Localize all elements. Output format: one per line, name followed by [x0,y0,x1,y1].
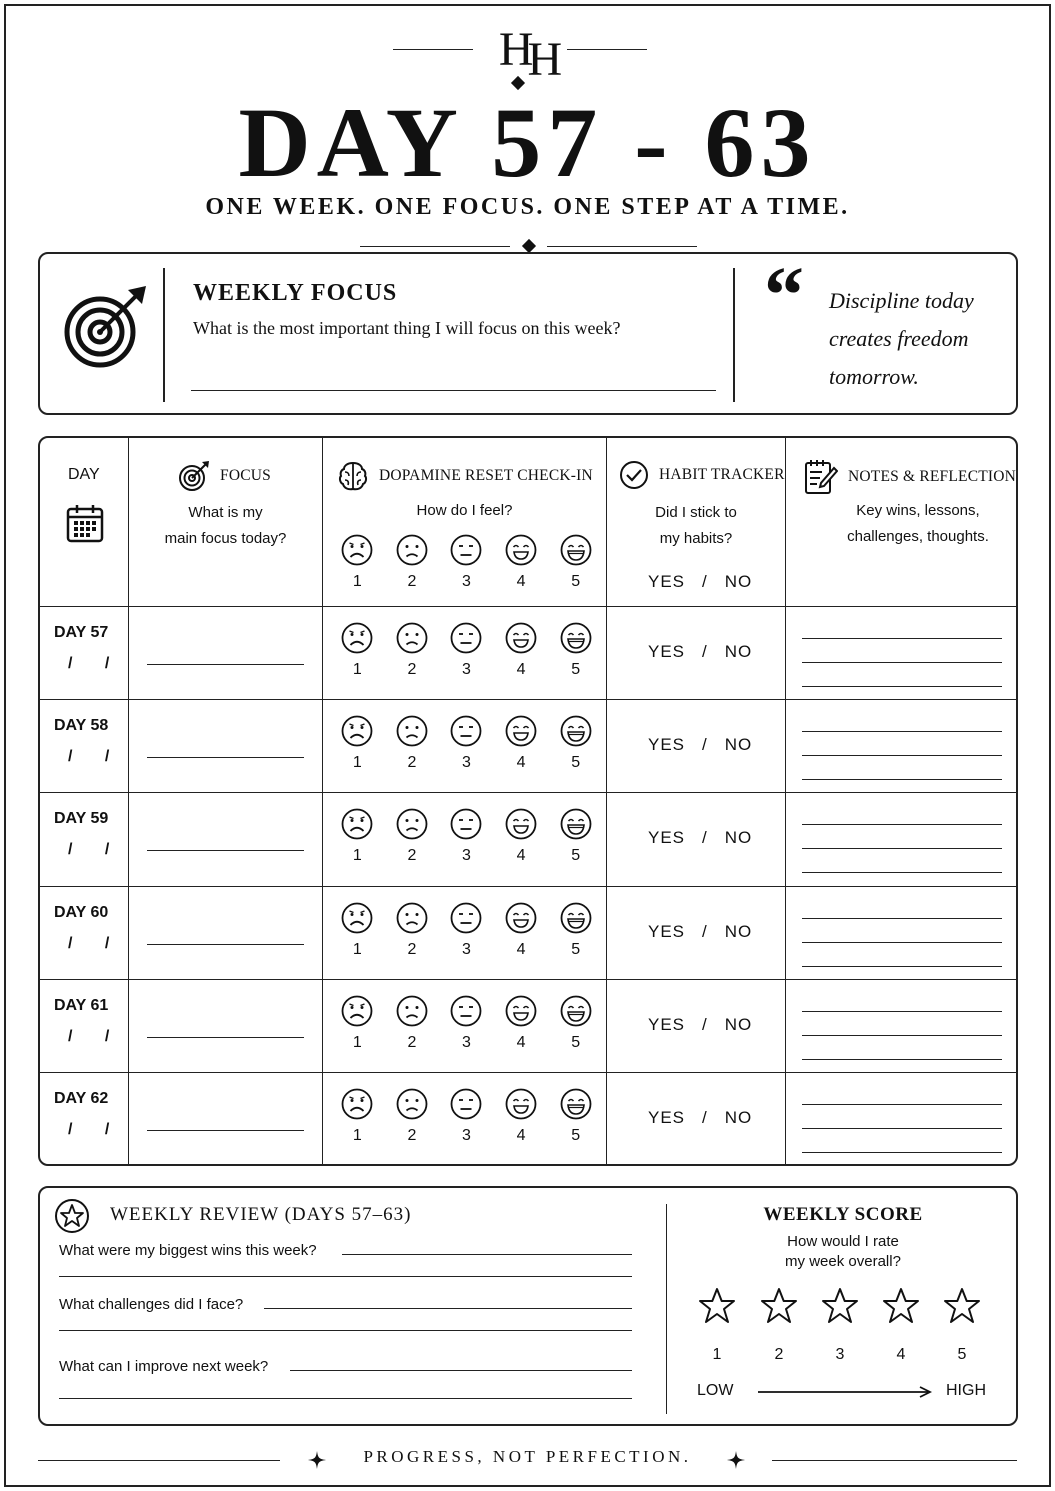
mood-option-5[interactable] [548,622,603,680]
habit-no-option[interactable]: NO [724,735,753,755]
star-circle-icon [54,1198,90,1234]
footer-motto: PROGRESS, NOT PERFECTION. [363,1447,692,1466]
neutral-face-icon [450,715,482,747]
weekly-score-heading: WEEKLY SCORE [763,1204,923,1225]
mood-option-number: 3 [462,1127,471,1144]
mood-option-number: 3 [462,1033,471,1051]
checkin-header-subtitle: How do I feel? [416,502,513,519]
review-answer-line[interactable] [59,1398,632,1399]
mood-option-number: 5 [571,1033,581,1051]
row-notes-line[interactable] [802,638,1002,639]
score-low-label: LOW [697,1382,734,1399]
weekly-score-subtitle [666,1232,1020,1272]
mood-option-number: 4 [516,1033,526,1051]
row-date-field[interactable]: / / [68,841,124,859]
score-star-icon[interactable] [759,1286,799,1326]
quote-icon: “ [764,252,804,340]
score-star-number: 3 [835,1346,845,1363]
mood-option-number: 2 [407,1033,417,1051]
review-answer-line[interactable] [290,1370,632,1371]
row-notes-line[interactable] [802,1059,1002,1060]
habit-yes-no [648,642,752,662]
mood-option-1[interactable] [330,902,385,960]
row-notes-line[interactable] [802,755,1002,756]
mood-option-5[interactable] [548,715,603,773]
neutral-face-icon [450,902,482,934]
mood-option-1[interactable] [330,808,385,866]
mood-option-3[interactable] [439,902,494,960]
mood-option-number: 3 [462,754,471,772]
row-divider [40,1072,1016,1073]
quote-text [829,282,1009,396]
habit-separator: / [702,642,708,661]
mood-option-5[interactable] [548,534,603,592]
mood-rating-scale [330,808,603,866]
sad-face-icon [396,902,428,934]
habit-no-option[interactable]: NO [724,921,753,941]
mood-option-number: 2 [407,754,417,772]
mood-option-3[interactable] [439,995,494,1053]
very-happy-face-icon [560,715,592,747]
neutral-face-icon [450,534,482,566]
habit-separator: / [702,828,708,848]
habit-yes-option[interactable]: YES [648,921,686,941]
mood-option-number: 2 [407,847,417,865]
arrow-right-icon [758,1384,934,1400]
mood-option-5[interactable] [548,1088,603,1146]
score-sub-line: How would I rate [787,1233,899,1250]
mood-option-number: 2 [407,940,417,958]
mood-option-3[interactable] [439,622,494,680]
mood-option-number: 4 [516,847,526,865]
focus-divider-left [163,268,165,402]
habit-header-subtitle [607,500,785,552]
mood-option-number: 4 [516,754,526,772]
happy-face-icon [505,622,537,654]
focus-header-title [178,460,271,492]
row-focus-answer-line[interactable] [147,1037,304,1038]
score-sub-line: my week overall? [785,1253,901,1270]
weekly-focus-section [38,252,1018,415]
quote-line: Discipline today [829,288,974,313]
check-circle-icon [619,460,649,490]
mood-option-2[interactable] [385,902,440,960]
habit-yes-no [648,735,752,755]
row-notes-line[interactable] [802,872,1002,873]
mood-option-number: 1 [352,940,362,958]
mood-option-2[interactable] [385,534,440,592]
mood-option-number: 2 [407,573,417,590]
mood-option-1[interactable] [330,534,385,592]
happy-face-icon [505,534,537,566]
score-star-icon[interactable] [697,1286,737,1326]
review-question-improve: What can I improve next week? [59,1358,269,1375]
row-day-label: DAY 59 [54,810,109,828]
weekly-review-section [38,1186,1018,1426]
score-star-number: 4 [896,1346,906,1363]
habit-separator: / [702,921,708,941]
happy-face-icon [505,995,537,1027]
row-focus-answer-line[interactable] [147,757,304,758]
mood-rating-scale [330,995,603,1053]
subtitle-divider-right [547,246,697,247]
weekly-focus-answer-line[interactable] [191,390,716,391]
row-focus-answer-line[interactable] [147,850,304,851]
mood-option-5[interactable] [548,902,603,960]
habit-separator: / [702,1108,708,1127]
notes-header-subtitle [784,498,1018,550]
target-icon [178,460,210,492]
row-notes-line[interactable] [802,686,1002,687]
happy-face-icon [505,1088,537,1120]
row-notes-line[interactable] [802,1128,1002,1129]
habit-yes-no [648,1108,752,1128]
daily-tracker-table [38,436,1018,1166]
habit-yes-option[interactable]: YES [648,735,686,755]
very-happy-face-icon [560,902,592,934]
mood-option-number: 5 [571,940,581,958]
mood-option-number: 5 [571,847,581,865]
mood-option-2[interactable] [385,715,440,773]
row-focus-answer-line[interactable] [147,1130,304,1131]
mood-option-number: 2 [407,661,417,678]
row-divider [40,792,1016,793]
mood-option-number: 4 [516,940,526,958]
row-notes-line[interactable] [802,1035,1002,1036]
habit-yes-option[interactable]: YES [648,642,686,661]
neutral-face-icon [450,808,482,840]
focus-divider-right [733,268,735,402]
notes-header-label: NOTES & REFLECTION [848,468,1017,485]
very-sad-face-icon [341,995,373,1027]
row-focus-answer-line[interactable] [147,944,304,945]
notes-column-header [786,438,1018,606]
subtitle-divider-left [360,246,510,247]
sad-face-icon [396,715,428,747]
mood-option-number: 1 [352,847,362,865]
mood-option-number: 3 [462,573,471,590]
mood-rating-scale [330,622,603,680]
mood-option-number: 4 [516,1127,526,1144]
habit-yes-no [648,1015,752,1035]
brand-logo [0,22,1055,92]
mood-option-2[interactable] [385,995,440,1053]
habit-yes-no [648,828,752,848]
focus-sub-line: main focus today? [164,530,287,547]
very-sad-face-icon [341,622,373,654]
sad-face-icon [396,1088,428,1120]
focus-sub-line: What is my [188,504,263,521]
sparkle-icon [726,1450,746,1470]
mood-option-4[interactable] [494,995,549,1053]
mood-option-4[interactable] [494,1088,549,1146]
calendar-icon [66,504,104,544]
row-notes-line[interactable] [802,662,1002,663]
focus-column-header [129,438,322,606]
happy-face-icon [505,902,537,934]
habit-yes-option[interactable]: YES [648,828,686,848]
very-happy-face-icon [560,534,592,566]
row-notes-line[interactable] [802,1011,1002,1012]
mood-option-number: 4 [516,573,526,590]
row-day-label: DAY 60 [54,903,109,921]
mood-option-1[interactable] [330,1088,385,1146]
page-subtitle: ONE WEEK. ONE FOCUS. ONE STEP AT A TIME. [205,194,850,220]
happy-face-icon [505,808,537,840]
sad-face-icon [396,995,428,1027]
habit-no-option[interactable]: NO [724,828,753,848]
mood-option-4[interactable] [494,534,549,592]
weekly-focus-heading: WEEKLY FOCUS [193,280,398,306]
mood-option-number: 2 [407,1127,417,1144]
quote-line: tomorrow. [829,364,919,389]
neutral-face-icon [450,622,482,654]
mood-option-5[interactable] [548,995,603,1053]
notes-header-title [804,458,1016,496]
very-sad-face-icon [341,534,373,566]
notes-sub-line: Key wins, lessons, [856,502,980,519]
mood-option-3[interactable] [439,715,494,773]
habit-no-option[interactable]: NO [724,642,753,661]
mood-rating-scale [330,534,603,592]
mood-option-number: 1 [352,573,362,590]
page-title: DAY 57 - 63 [238,87,817,198]
mood-option-number: 5 [571,1127,581,1144]
notepad-pen-icon [804,458,838,496]
habit-yes-option[interactable]: YES [648,1108,686,1127]
mood-option-number: 5 [571,661,581,678]
row-notes-line[interactable] [802,848,1002,849]
mood-option-2[interactable] [385,622,440,680]
very-happy-face-icon [560,622,592,654]
review-question-challenges: What challenges did I face? [59,1296,244,1313]
very-happy-face-icon [560,1088,592,1120]
mood-option-2[interactable] [385,1088,440,1146]
weekly-review-heading: WEEKLY REVIEW (DAYS 57–63) [110,1204,412,1225]
habit-separator: / [702,1014,708,1034]
checkin-header-label: DOPAMINE RESET CHECK-IN [379,467,593,484]
row-notes-line[interactable] [802,779,1002,780]
row-divider [40,886,1016,887]
mood-option-4[interactable] [494,808,549,866]
habit-no-option[interactable]: NO [724,1014,753,1034]
row-date-field[interactable]: / / [68,1027,124,1045]
row-notes-line[interactable] [802,731,1002,732]
very-happy-face-icon [560,995,592,1027]
row-notes-line[interactable] [802,824,1002,825]
mood-option-number: 1 [352,1127,362,1144]
mood-option-1[interactable] [330,715,385,773]
mood-option-number: 1 [352,1033,362,1051]
habit-header-title [619,460,785,490]
row-divider [40,979,1016,980]
habit-no-option[interactable]: NO [724,1108,753,1127]
mood-option-5[interactable] [548,808,603,866]
habit-yes-option[interactable]: YES [648,572,686,591]
mood-option-4[interactable] [494,902,549,960]
very-happy-face-icon [560,808,592,840]
habit-separator: / [702,572,708,591]
sad-face-icon [396,808,428,840]
row-notes-line[interactable] [802,966,1002,967]
mood-option-1[interactable] [330,995,385,1053]
logo-divider-right [567,49,647,50]
mood-option-number: 4 [516,661,526,678]
habit-yes-no [648,572,752,592]
row-notes-line[interactable] [802,1104,1002,1105]
quote-line: creates freedom [829,326,969,351]
notes-sub-line: challenges, thoughts. [847,528,989,545]
mood-option-3[interactable] [439,808,494,866]
score-star-icon[interactable] [820,1286,860,1326]
score-star-number: 5 [957,1346,967,1363]
mood-option-4[interactable] [494,622,549,680]
mood-option-number: 5 [571,573,581,590]
row-notes-line[interactable] [802,1152,1002,1153]
row-date-field[interactable]: / / [68,934,124,952]
mood-option-1[interactable] [330,622,385,680]
happy-face-icon [505,715,537,747]
brain-icon [337,460,369,492]
review-answer-line[interactable] [59,1276,632,1277]
row-date-field[interactable]: / / [68,748,124,766]
mood-rating-scale [330,1088,603,1146]
score-star-icon[interactable] [942,1286,982,1326]
mood-option-2[interactable] [385,808,440,866]
habit-sub-line: my habits? [659,530,733,547]
mood-option-number: 1 [352,661,362,678]
mood-option-number: 1 [352,754,362,772]
row-day-label: DAY 57 [54,624,109,641]
row-divider [40,699,1016,700]
score-star-number: 1 [712,1346,722,1363]
habit-sub-line: Did I stick to [655,504,737,521]
score-star-number: 2 [774,1346,784,1363]
review-answer-line[interactable] [59,1330,632,1331]
row-date-field[interactable]: / / [68,1121,124,1138]
weekly-focus-question: What is the most important thing I will focus on this week? [193,318,621,338]
habit-yes-option[interactable]: YES [648,1014,686,1034]
mood-option-3[interactable] [439,534,494,592]
row-day-label: DAY 61 [54,996,109,1014]
row-day-label: DAY 58 [54,717,109,735]
review-answer-line[interactable] [342,1254,632,1255]
score-high-label: HIGH [946,1382,986,1399]
row-day-label: DAY 62 [54,1090,109,1107]
very-sad-face-icon [341,1088,373,1120]
review-question-wins: What were my biggest wins this week? [59,1242,317,1259]
mood-option-number: 3 [462,847,471,865]
mood-option-number: 3 [462,661,471,678]
habit-separator: / [702,735,708,755]
habit-no-option[interactable]: NO [724,572,753,591]
focus-header-label: FOCUS [220,467,271,484]
sad-face-icon [396,534,428,566]
mood-option-3[interactable] [439,1088,494,1146]
neutral-face-icon [450,1088,482,1120]
footer-divider-right [772,1460,1017,1461]
mood-option-4[interactable] [494,715,549,773]
mood-option-number: 5 [571,754,581,772]
review-answer-line[interactable] [264,1308,632,1309]
logo-monogram: HH [498,23,557,86]
checkin-header-title [337,460,593,492]
mood-option-number: 3 [462,940,471,958]
very-sad-face-icon [341,808,373,840]
row-divider [40,606,1016,607]
mood-rating-scale [330,715,603,773]
row-focus-answer-line[interactable] [147,664,304,665]
very-sad-face-icon [341,715,373,747]
very-sad-face-icon [341,902,373,934]
habit-yes-no [648,922,752,942]
day-column-header: DAY [68,466,100,483]
row-date-field[interactable]: / / [68,655,124,672]
row-notes-line[interactable] [802,942,1002,943]
row-notes-line[interactable] [802,918,1002,919]
sad-face-icon [396,622,428,654]
mood-rating-scale [330,902,603,960]
score-star-icon[interactable] [881,1286,921,1326]
target-icon [62,284,148,370]
neutral-face-icon [450,995,482,1027]
focus-header-subtitle [129,500,322,552]
habit-header-label: HABIT TRACKER [659,466,785,483]
